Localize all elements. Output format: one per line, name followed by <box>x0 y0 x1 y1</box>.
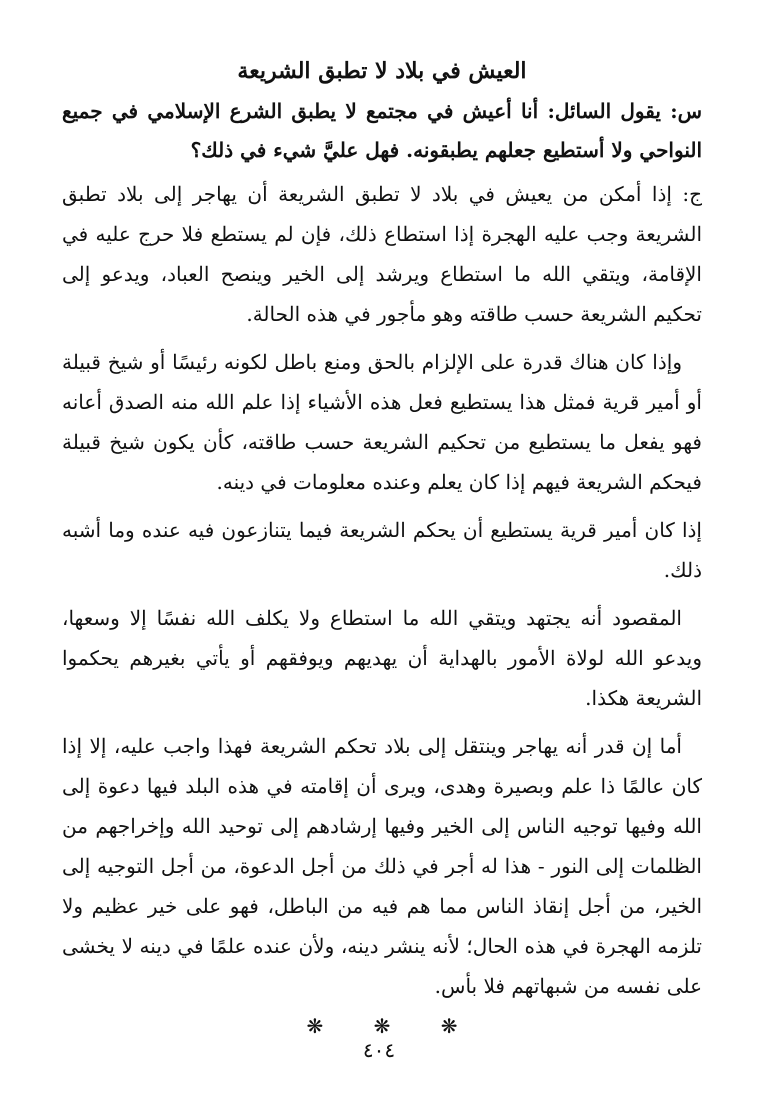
answer-paragraph: ج: إذا أمكن من يعيش في بلاد لا تطبق الشريعة أن يهاجر إلى بلاد تطبق الشريعة وجب عليه الهجرة إذا استطاع ذلك، فإن لم يستطع فلا حرج عليه في الإقامة، ويتقي الله ما استطاع ويرشد إلى الخير وينصح العباد، ويدعو إلى تحكيم الشريعة حسب طاقته وهو مأجور في هذه الحالة. <box>62 182 702 326</box>
book-page <box>62 58 702 1038</box>
body-paragraph: إذا كان أمير قرية يستطيع أن يحكم الشريعة فيما يتنازعون فيه عنده وما أشبه ذلك. <box>62 518 702 582</box>
question-text: س: يقول السائل: أنا أعيش في مجتمع لا يطبق الشرع الإسلامي في جميع النواحي ولا أستطيع جعلهم يطبقونه. فهل عليَّ شيء في ذلك؟ <box>62 99 702 162</box>
page-number: ٤٠٤ <box>362 1038 396 1062</box>
page-title: العيش في بلاد لا تطبق الشريعة <box>237 58 527 84</box>
body-paragraph: وإذا كان هناك قدرة على الإلزام بالحق ومنع باطل لكونه رئيسًا أو شيخ قبيلة أو أمير قرية فمثل هذا يستطيع فعل هذه الأشياء إذا علم الله منه الصدق أعانه فهو يفعل ما يستطيع من تحكيم الشريعة حسب طاقته، كأن يكون شيخ قبيلة فيحكم الشريعة فيهم إذا كان يعلم وعنده معلومات في دينه. <box>62 350 702 494</box>
body-paragraph: أما إن قدر أنه يهاجر وينتقل إلى بلاد تحكم الشريعة فهذا واجب عليه، إلا إذا كان عالمًا ذا علم وبصيرة وهدى، ويرى أن إقامته في هذه البلد فيها دعوة إلى الله وفيها توجيه الناس إلى الخير وفيها إرشادهم إلى توحيد الله وإخراجهم من الظلمات إلى النور - هذا له أجر في ذلك من أجل الدعوة، من أجل التوجيه إلى الخير، من أجل إنقاذ الناس مما هم فيه من الباطل، فهو على خير عظيم ولا تلزمه الهجرة في هذه الحال؛ لأنه ينشر دينه، ولأن عنده علمًا في دينه لا يخشى على نفسه من شبهاتهم فلا بأس. <box>62 734 702 998</box>
section-separator: ❋ ❋ ❋ <box>306 1014 458 1038</box>
body-paragraph: المقصود أنه يجتهد ويتقي الله ما استطاع ولا يكلف الله نفسًا إلا وسعها، ويدعو الله لولاة الأمور بالهداية أن يهديهم ويوفقهم أو يأتي بغيرهم يحكموا الشريعة هكذا. <box>62 606 702 710</box>
